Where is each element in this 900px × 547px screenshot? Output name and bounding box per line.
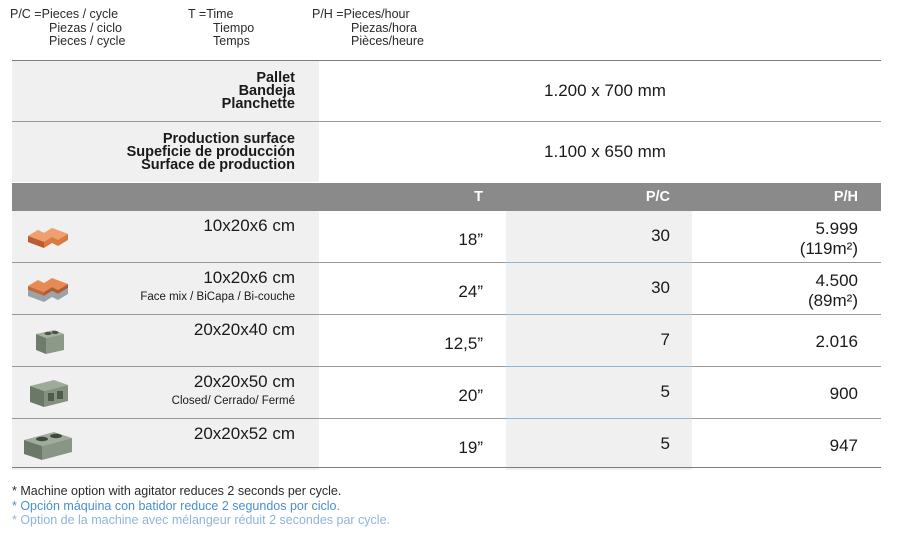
surface-value: 1.100 x 650 mm <box>544 142 666 161</box>
paver-icon <box>24 220 72 254</box>
legend-ph <box>312 8 424 49</box>
pieces-per-cycle: 5 <box>660 382 670 401</box>
legend-pc-key: P/C = <box>10 7 42 21</box>
footnote-es: * Opción máquina con batidor reduce 2 segundos por ciclo. <box>12 498 340 513</box>
pieces-per-hour-value: 2.016 <box>815 332 858 351</box>
pieces-per-hour <box>815 332 858 352</box>
table-row <box>12 419 881 470</box>
pallet-label-fr: Planchette <box>221 95 295 112</box>
closed-block-icon <box>24 376 72 410</box>
pieces-per-cycle: 30 <box>651 278 670 297</box>
large-hollow-block-icon <box>20 428 76 462</box>
time-value: 18” <box>458 230 483 249</box>
pieces-per-hour-value: 947 <box>829 436 858 455</box>
legend-pc-es: Piezas / ciclo <box>49 20 122 35</box>
product-cell <box>12 263 319 314</box>
legend-t-en: Time <box>206 7 234 21</box>
product-name: 20x20x40 cm <box>193 320 295 339</box>
product-cell <box>12 315 319 366</box>
time-value: 20” <box>458 386 483 405</box>
column-header-ph: P/H <box>833 189 858 205</box>
pallet-row <box>12 61 881 121</box>
legend-ph-es: Piezas/hora <box>351 20 418 35</box>
time-value: 24” <box>458 282 483 301</box>
surface-label-fr: Surface de production <box>141 156 295 173</box>
time-value: 12,5” <box>444 334 483 353</box>
footnotes <box>12 484 390 528</box>
product-cell <box>12 419 319 470</box>
pallet-label <box>12 61 319 121</box>
bicolor-paver-icon <box>24 272 72 306</box>
pieces-per-cycle: 7 <box>660 330 670 349</box>
product-name: 20x20x50 cm <box>193 372 295 391</box>
pieces-per-hour <box>830 436 858 456</box>
table-row <box>12 263 881 314</box>
pieces-per-hour <box>808 271 858 311</box>
product-cell <box>12 211 319 262</box>
surface-label-en: Production surface <box>162 130 295 147</box>
table-row <box>12 367 881 418</box>
legend-pc-en: Pieces / cycle <box>41 7 119 21</box>
area-per-hour: (119m²) <box>799 239 858 258</box>
pieces-per-hour-value: 900 <box>829 384 858 403</box>
pallet-label-en: Pallet <box>256 69 295 86</box>
area-per-hour: (89m²) <box>807 291 858 310</box>
surface-label-es: Supeficie de producción <box>126 143 295 160</box>
product-name: 10x20x6 cm <box>203 268 295 287</box>
pieces-per-hour-value: 5.999 <box>815 219 858 238</box>
pieces-per-hour <box>800 219 858 259</box>
time-value: 19” <box>458 438 483 457</box>
legend-ph-en: Pieces/hour <box>343 7 410 21</box>
footnote-fr: * Option de la machine avec mélangeur réduit 2 secondes par cycle. <box>12 513 390 527</box>
table-row <box>12 211 881 262</box>
legend-t-fr: Temps <box>213 34 250 48</box>
product-cell <box>12 367 319 418</box>
pallet-label-es: Bandeja <box>238 82 295 99</box>
legend-pc-fr: Pieces / cycle <box>49 34 126 48</box>
footnote-en: * Machine option with agitator reduces 2 seconds per cycle. <box>12 484 342 498</box>
legend-pc <box>10 8 125 49</box>
pieces-per-cycle: 30 <box>651 226 670 245</box>
pieces-per-hour <box>830 384 858 404</box>
legend-t <box>188 8 254 49</box>
column-header-t: T <box>474 189 483 205</box>
product-name: 20x20x52 cm <box>193 424 295 443</box>
legend-ph-fr: Pièces/heure <box>351 34 424 48</box>
legend-t-es: Tiempo <box>213 20 255 35</box>
product-name: 10x20x6 cm <box>203 216 295 235</box>
column-header-pc: P/C <box>645 189 670 205</box>
table-row <box>12 315 881 366</box>
legend-t-key: T = <box>188 7 207 21</box>
legend-ph-key: P/H = <box>312 7 344 21</box>
surface-label <box>12 122 319 182</box>
hollow-block-icon <box>24 324 72 358</box>
table-header <box>12 183 881 211</box>
surface-row <box>12 122 881 182</box>
pieces-per-cycle: 5 <box>660 434 670 453</box>
product-variant: Closed/ Cerrado/ Fermé <box>171 395 295 407</box>
pallet-value: 1.200 x 700 mm <box>544 81 666 100</box>
pieces-per-hour-value: 4.500 <box>815 271 858 290</box>
table-bottom-rule <box>12 467 881 468</box>
product-variant: Face mix / BiCapa / Bi-couche <box>140 291 295 303</box>
